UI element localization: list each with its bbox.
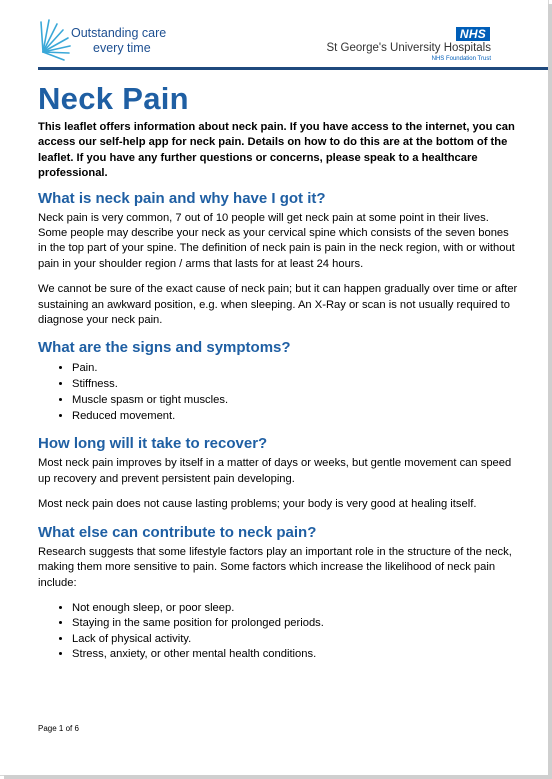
factor-list <box>38 601 518 663</box>
section-heading-cause: What is neck pain and why have I got it? <box>38 189 326 207</box>
logo-tagline-1: Outstanding care <box>71 26 167 40</box>
section-paragraph: We cannot be sure of the exact cause of neck pain; but it can happen gradually over time or after sustaining an awkward position, e.g. when sleeping. An X-Ray or scan is not usually required to diagnose your neck pain. <box>38 283 518 327</box>
page-shadow-right <box>548 4 552 779</box>
page-shadow-bottom <box>4 775 552 779</box>
trust-subtitle: NHS Foundation Trust <box>431 56 491 62</box>
list-item: • Reduced movement. <box>72 408 518 424</box>
logo-tagline-2: every time <box>93 41 151 55</box>
list-item: • Staying in the same position for prolonged periods. <box>72 616 518 632</box>
list-item: • Lack of physical activity. <box>72 632 518 648</box>
section-paragraph: Research suggests that some lifestyle factors play an important role in the structure of the neck, making them more sensitive to pain. Some factors which increase the likelihood of neck pain include: <box>38 545 512 589</box>
list-item: • Muscle spasm or tight muscles. <box>72 392 518 408</box>
trust-name: St George's University Hospitals <box>326 42 491 54</box>
list-item: • Stress, anxiety, or other mental health conditions. <box>72 647 518 663</box>
section-heading-recovery: How long will it take to recover? <box>38 435 268 453</box>
intro-paragraph: This leaflet offers information about neck pain. If you have access to the internet, you can access our self-help app for neck pain. Details on how to do this are at the bottom of the leaflet. If you have any further questions or concerns, please speak to a healthcare professional. <box>38 121 515 180</box>
starburst-logo-icon <box>37 16 73 64</box>
section-heading-symptoms: What are the signs and symptoms? <box>38 339 291 357</box>
section-heading-contributors: What else can contribute to neck pain? <box>38 523 317 541</box>
header-divider <box>38 67 548 70</box>
list-item: • Stiffness. <box>72 376 518 392</box>
section-paragraph: Most neck pain improves by itself in a matter of days or weeks, but gentle movement can speed up recovery and prevent persistent pain developing. <box>38 457 512 485</box>
list-item: • Pain. <box>72 360 518 376</box>
page-number: Page 1 of 6 <box>38 724 79 733</box>
symptom-list <box>38 360 518 424</box>
leaflet-body <box>38 80 518 673</box>
section-paragraph: Neck pain is very common, 7 out of 10 people will get neck pain at some point in their lives. Some people may describe your neck as your cervical spine which consists of the seven bones in the top part of your spine. The definition of neck pain is pain in the neck region, with or without pain in your shoulder region / arms that lasts for at least 24 hours. <box>38 211 515 270</box>
hospital-logo <box>37 16 167 64</box>
nhs-logo-badge: NHS <box>456 27 490 41</box>
section-paragraph: Most neck pain does not cause lasting problems; your body is very good at healing itself. <box>38 498 477 511</box>
page-title: Neck Pain <box>38 81 189 116</box>
list-item: • Not enough sleep, or poor sleep. <box>72 601 518 617</box>
